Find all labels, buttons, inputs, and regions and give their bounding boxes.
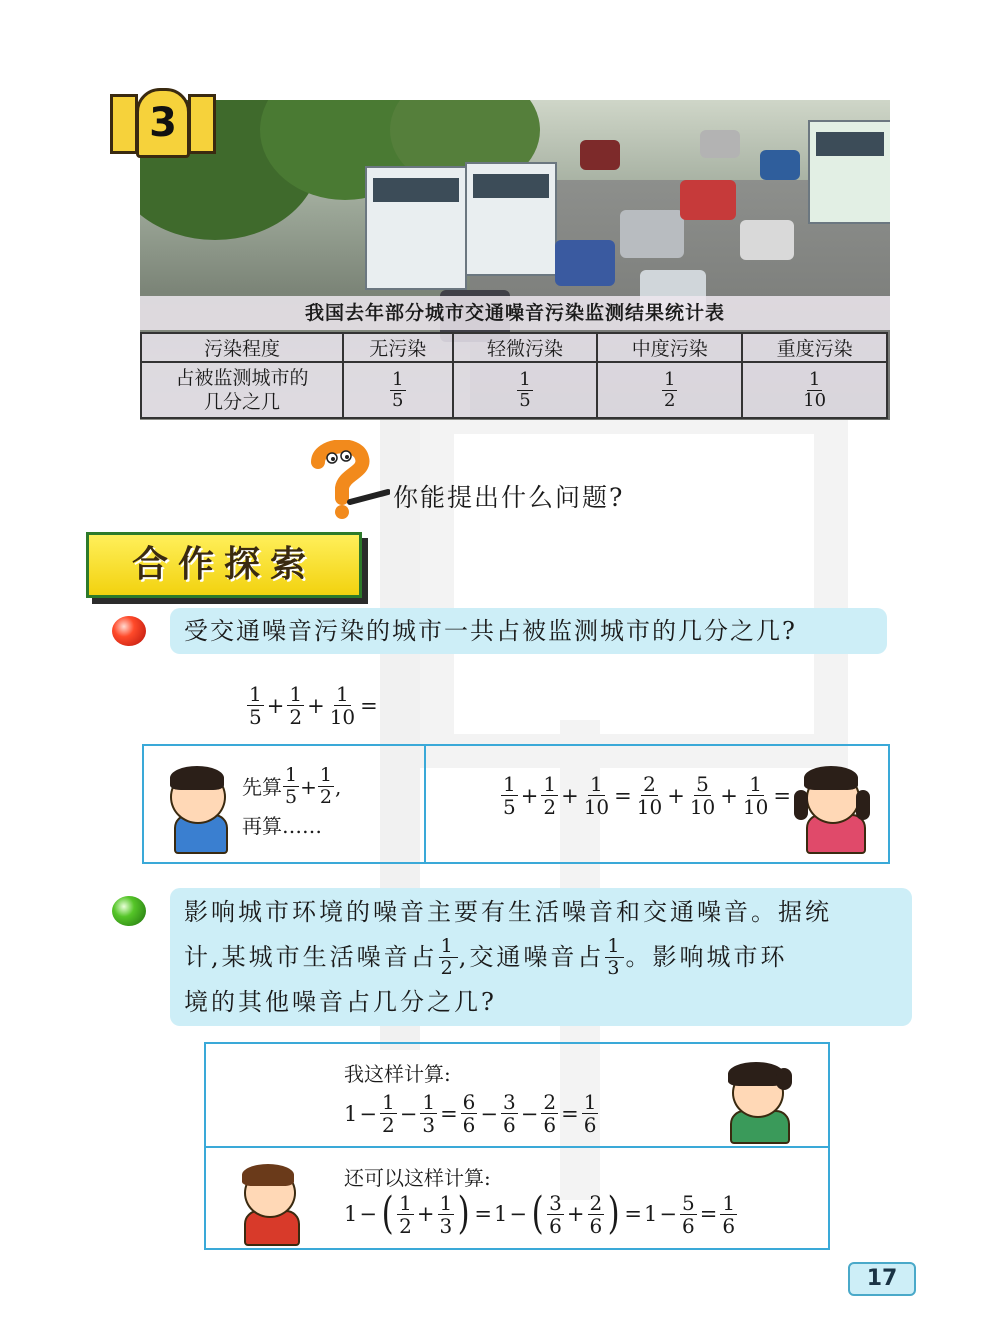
section-title: 合作探索: [86, 532, 362, 598]
boy-note: 先算 $\frac{1}{5}$ + $\frac{1}{2}$ , 再算……: [242, 764, 342, 838]
page-number: 17: [848, 1262, 916, 1296]
question-1-equation: $\frac{1}{5}$ + $\frac{1}{2}$ + $\frac{1}{10}$ =: [249, 682, 378, 729]
lesson-number-badge: [110, 88, 210, 154]
method-1-label: 我这样计算:: [344, 1062, 451, 1086]
girl-figure: [794, 760, 874, 852]
girl-calculation: $\frac{1}{5}$ + $\frac{1}{2}$ + $\frac{1}{10}$ = $\frac{2}{10}$ + $\frac{5}{10}$ + $\frac{1}{10}$ =: [503, 772, 791, 819]
fraction: $\frac{1}{10}$: [803, 368, 827, 411]
table-cell: [453, 362, 598, 418]
prompt-question: 你能提出什么问题?: [393, 483, 625, 512]
q1-methods-box: [142, 744, 890, 864]
question-1-bubble: 受交通噪音污染的城市一共占被监测城市的几分之几?: [170, 608, 887, 654]
watermark-shape: [420, 400, 848, 768]
row-label-fraction: 占被监测城市的 几分之几: [141, 362, 343, 418]
row-label-pollution-level: 污染程度: [141, 333, 343, 362]
fraction: $\frac{1}{5}$: [392, 368, 404, 411]
col-header: 无污染: [343, 333, 453, 362]
method-2-label: 还可以这样计算:: [344, 1166, 491, 1190]
method-1-calculation: 1 − $\frac{1}{2}$ − $\frac{1}{3}$ = $\frac{6}{6}$ − $\frac{3}{6}$ − $\frac{2}{6}$ = $\frac{1}{6}$: [344, 1090, 597, 1137]
noise-stats-table: [140, 332, 888, 419]
table-cell: [343, 362, 453, 418]
question-2-bubble: 影响城市环境的噪音主要有生活噪音和交通噪音。据统 计,某城市生活噪音占 $\frac{1}{2}$ ,交通噪音占 $\frac{1}{3}$ 。影响城市环 境的其他噪音占几分之几?: [170, 888, 912, 1026]
girl-figure: [716, 1058, 796, 1142]
question-mark-mascot-icon: [300, 440, 390, 520]
table-cell: [597, 362, 742, 418]
table-cell: [742, 362, 887, 418]
boy-figure: [236, 1158, 306, 1244]
green-bullet-icon: [112, 896, 146, 926]
col-header: 中度污染: [597, 333, 742, 362]
q2-methods-box: [204, 1042, 830, 1250]
boy-figure: [166, 760, 236, 852]
fraction: $\frac{1}{5}$: [519, 368, 531, 411]
col-header: 轻微污染: [453, 333, 598, 362]
fraction: $\frac{1}{2}$: [664, 368, 676, 411]
lesson-number: 3: [136, 88, 190, 158]
table-title: 我国去年部分城市交通噪音污染监测结果统计表: [140, 296, 890, 330]
method-2-calculation: 1 − ( $\frac{1}{2}$ + $\frac{1}{3}$ ) = 1 − ( $\frac{3}{6}$ + $\frac{2}{6}$ ) = 1 − $\frac{5}{6}$ = $\frac{1}{6}$: [344, 1188, 736, 1239]
red-bullet-icon: [112, 616, 146, 646]
col-header: 重度污染: [742, 333, 887, 362]
